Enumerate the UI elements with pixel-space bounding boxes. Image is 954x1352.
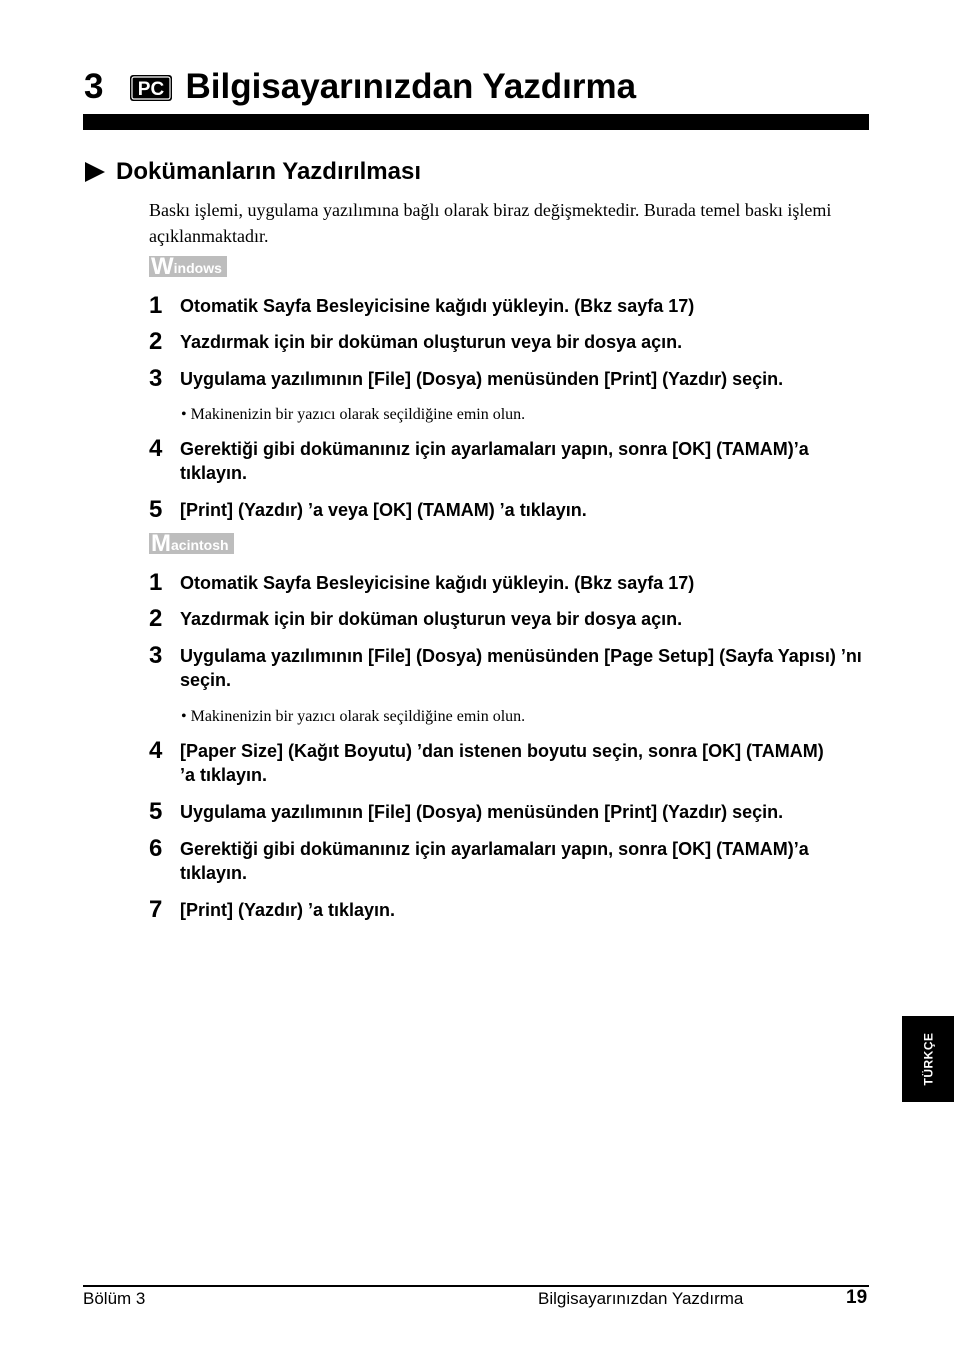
chapter-heading (84, 64, 636, 110)
windows-step-4 (149, 437, 879, 485)
section-heading (85, 156, 421, 188)
footer-title: Bilgisayarınızdan Yazdırma (538, 1289, 744, 1308)
step-number: 1 (149, 292, 163, 319)
triangle-bullet-icon (85, 162, 105, 182)
macintosh-step-6 (149, 837, 879, 885)
macintosh-step-2 (149, 607, 879, 631)
macintosh-step-1 (149, 571, 879, 595)
step-text: Uygulama yazılımının [File] (Dosya) menüsünden [Print] (Yazdır) seçin. (180, 802, 784, 822)
step-number: 3 (149, 642, 163, 669)
footer-chapter: Bölüm 3 (83, 1289, 146, 1308)
windows-badge-initial: W (151, 253, 174, 280)
macintosh-step-3 (149, 644, 879, 692)
language-tab-label: TÜRKÇE (921, 1032, 935, 1086)
step-text: [Paper Size] (Kağıt Boyutu) ’dan istenen boyutu seçin, sonra [OK] (TAMAM) ’a tıklayın. (180, 741, 824, 785)
step-number: 5 (149, 496, 163, 523)
macintosh-step-4 (149, 739, 879, 787)
step-number: 5 (149, 798, 163, 825)
intro-paragraph: Baskı işlemi, uygulama yazılımına bağlı olarak biraz değişmektedir. Burada temel baskı işlemi açıklanmaktadır. (149, 200, 832, 246)
step-text: Otomatik Sayfa Besleyicisine kağıdı yükleyin. (Bkz sayfa 17) (180, 573, 695, 593)
step-text: Otomatik Sayfa Besleyicisine kağıdı yükleyin. (Bkz sayfa 17) (180, 296, 695, 316)
step-text: Gerektiği gibi dokümanınız için ayarlamaları yapın, sonra [OK] (TAMAM)’a tıklayın. (180, 839, 809, 883)
chapter-title: Bilgisayarınızdan Yazdırma (185, 67, 637, 106)
step-text: Gerektiği gibi dokümanınız için ayarlamaları yapın, sonra [OK] (TAMAM)’a tıklayın. (180, 439, 809, 483)
windows-step-2 (149, 330, 879, 354)
macintosh-badge (149, 530, 234, 557)
step-number: 2 (149, 605, 163, 632)
step-text: [Print] (Yazdır) ’a tıklayın. (180, 900, 396, 920)
footer-rule (83, 1285, 869, 1287)
windows-badge-rest: indows (173, 260, 222, 276)
step-number: 4 (149, 737, 163, 764)
language-tab (902, 1016, 954, 1102)
step-text: [Print] (Yazdır) ’a veya [OK] (TAMAM) ’a tıklayın. (180, 500, 587, 520)
pc-icon-label: PC (138, 79, 165, 100)
step-text: Uygulama yazılımının [File] (Dosya) menüsünden [Print] (Yazdır) seçin. (180, 369, 784, 389)
windows-step-5 (149, 498, 879, 522)
step-number: 1 (149, 569, 163, 596)
windows-step-1 (149, 294, 879, 318)
macintosh-step-7 (149, 898, 879, 922)
page-number: 19 (846, 1287, 868, 1308)
step-number: 4 (149, 435, 163, 462)
macintosh-note: • Makinenizin bir yazıcı olarak seçildiğine emin olun. (181, 708, 526, 725)
step-number: 2 (149, 328, 163, 355)
pc-icon (129, 74, 173, 102)
header-rule (83, 114, 869, 130)
step-number: 6 (149, 835, 163, 862)
chapter-number: 3 (84, 67, 104, 106)
macintosh-step-5 (149, 800, 879, 824)
step-text: Yazdırmak için bir doküman oluşturun veya bir dosya açın. (180, 332, 683, 352)
windows-step-3 (149, 367, 879, 391)
step-text: Uygulama yazılımının [File] (Dosya) menüsünden [Page Setup] (Sayfa Yapısı) ’nı seçin. (180, 646, 862, 690)
section-title: Dokümanların Yazdırılması (116, 158, 422, 185)
macintosh-badge-initial: M (151, 530, 171, 557)
step-number: 3 (149, 365, 163, 392)
windows-badge (149, 253, 227, 280)
macintosh-badge-rest: acintosh (171, 537, 229, 553)
step-text: Yazdırmak için bir doküman oluşturun veya bir dosya açın. (180, 609, 683, 629)
windows-note: • Makinenizin bir yazıcı olarak seçildiğine emin olun. (181, 406, 526, 423)
step-number: 7 (149, 896, 163, 923)
